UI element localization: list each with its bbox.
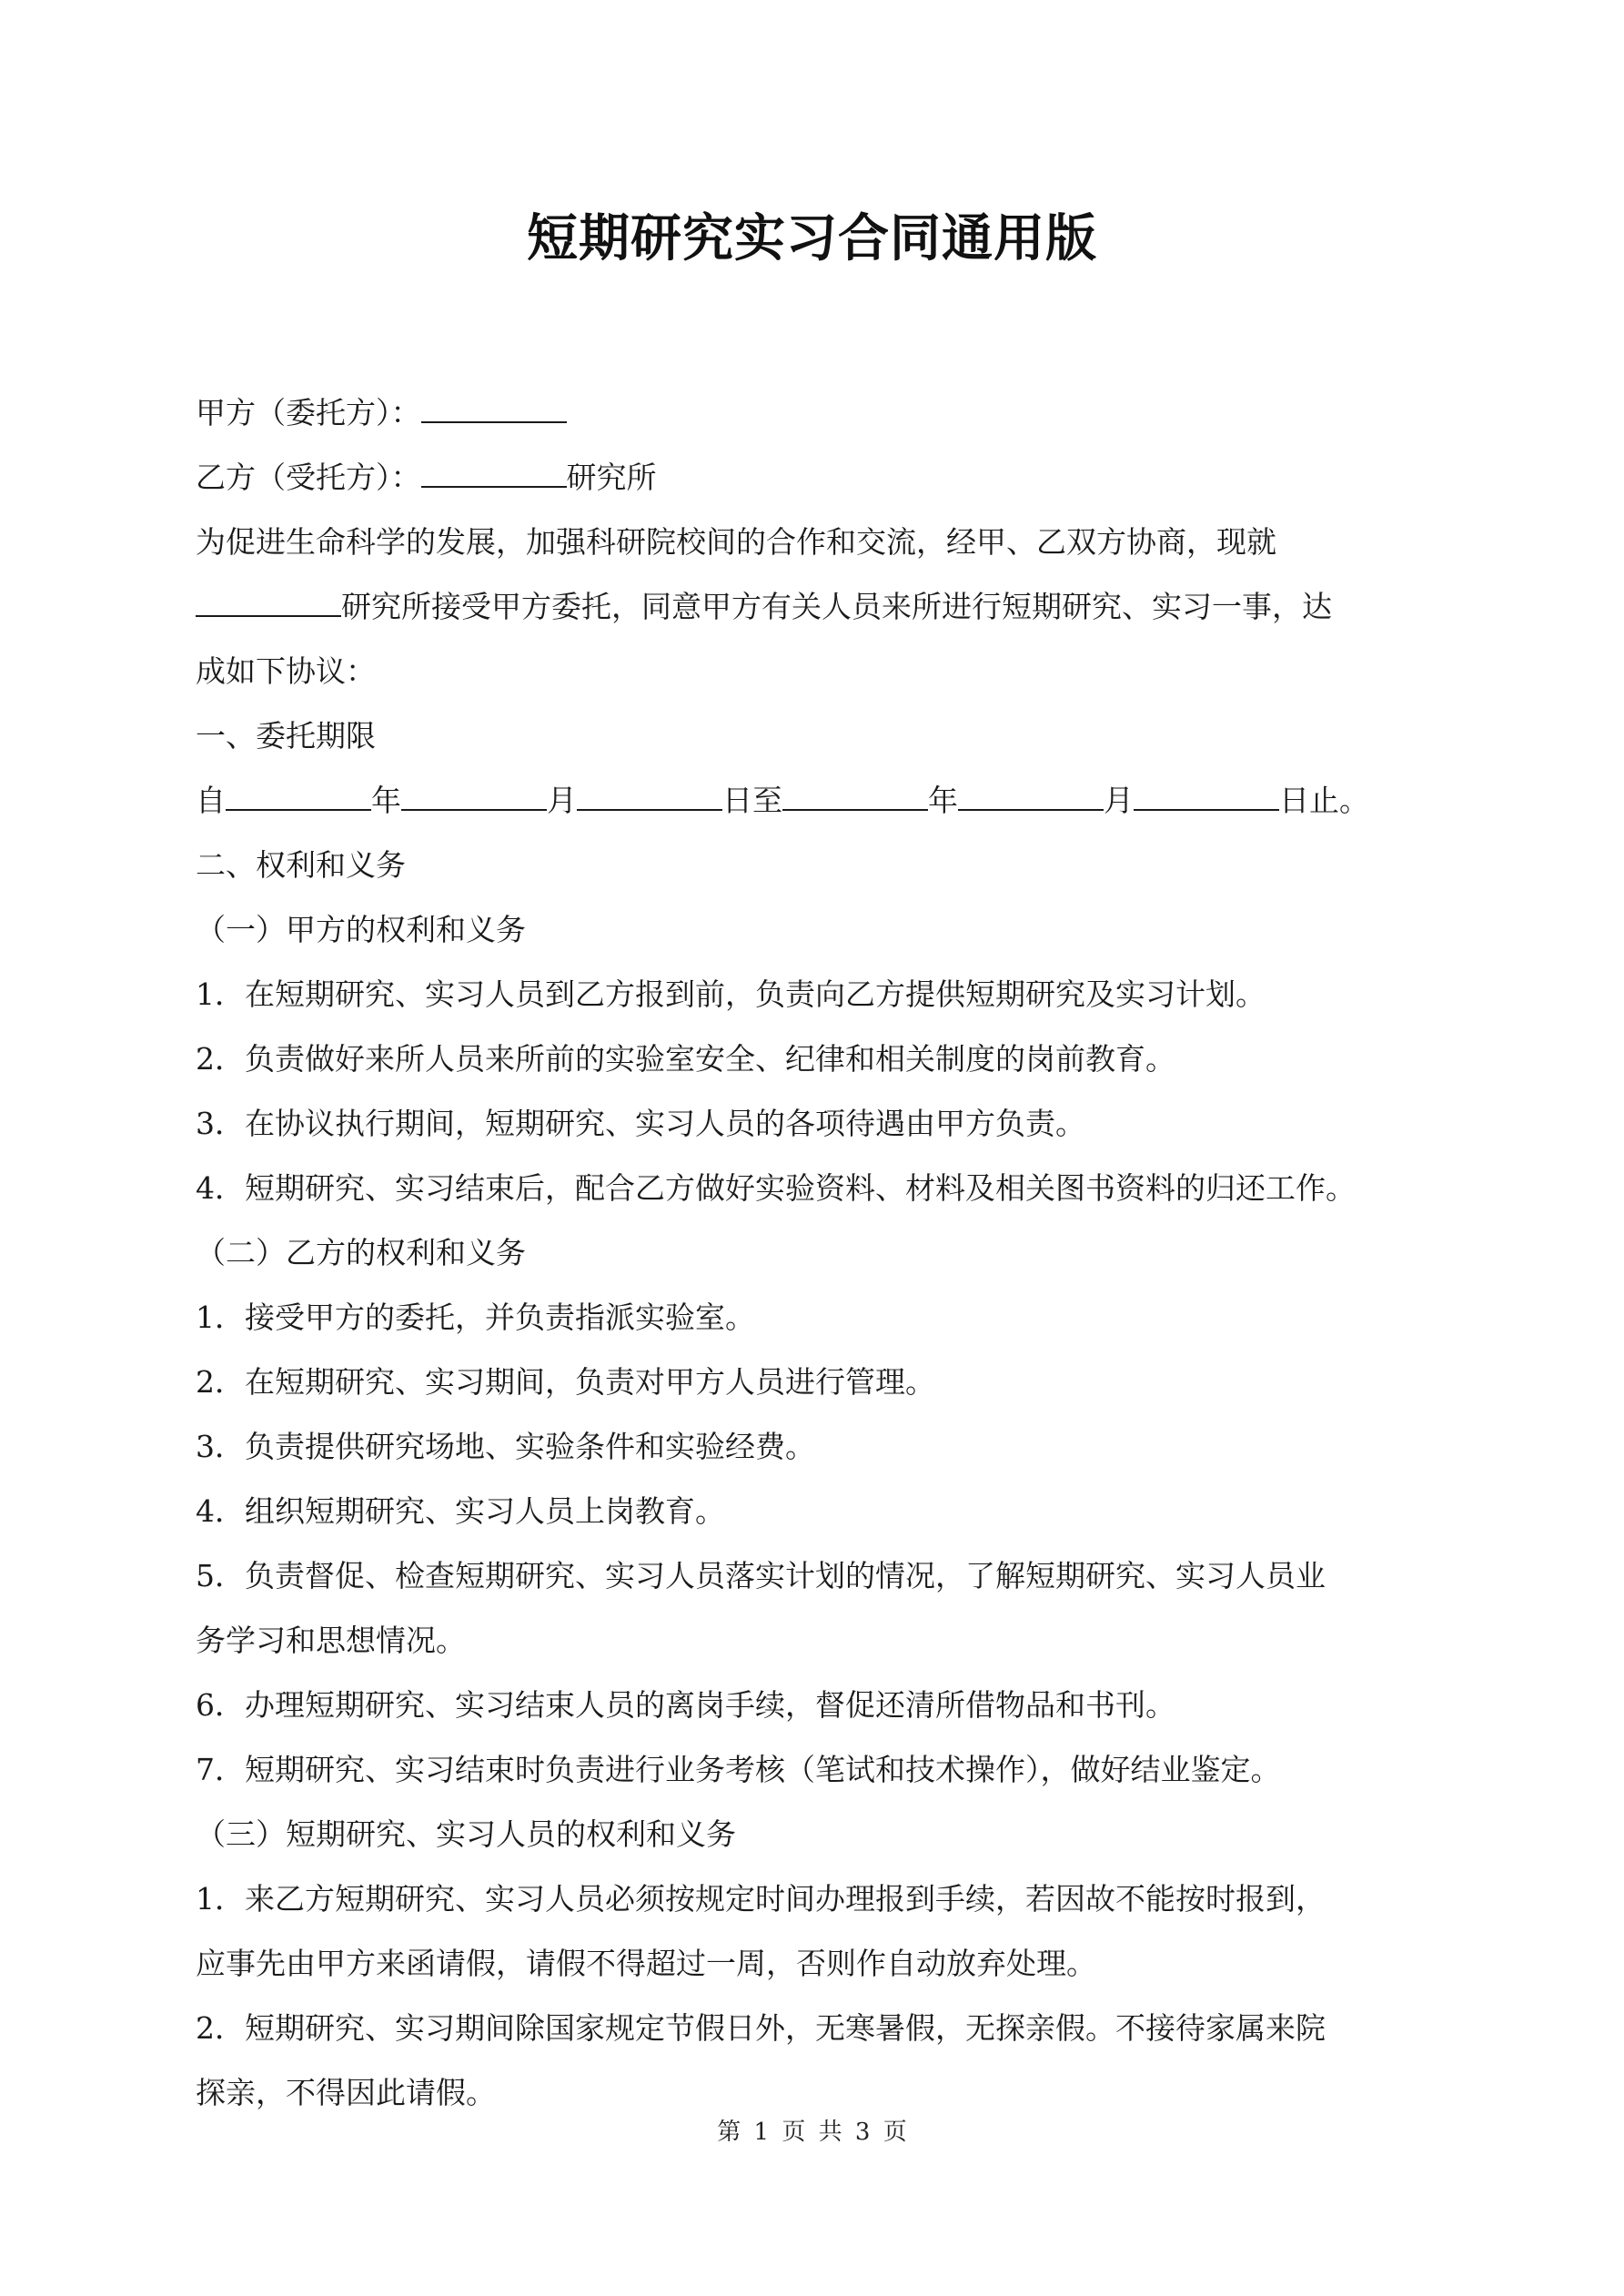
list-item: 1．在短期研究、实习人员到乙方报到前，负责向乙方提供短期研究及实习计划。 xyxy=(196,976,1266,1012)
subsection-heading-c: （三）短期研究、实习人员的权利和义务 xyxy=(196,1816,736,1852)
list-item: 3．在协议执行期间，短期研究、实习人员的各项待遇由甲方负责。 xyxy=(196,1106,1085,1141)
list-item: 4．短期研究、实习结束后，配合乙方做好实验资料、材料及相关图书资料的归还工作。 xyxy=(196,1170,1356,1206)
list-item: 5．负责督促、检查短期研究、实习人员落实计划的情况，了解短期研究、实习人员业 xyxy=(196,1558,1326,1593)
period-year-label-2: 年 xyxy=(928,783,958,818)
list-item: 1．接受甲方的委托，并负责指派实验室。 xyxy=(196,1300,755,1335)
list-item-continuation: 务学习和思想情况。 xyxy=(196,1623,466,1658)
party-a-blank xyxy=(421,390,567,423)
period-from: 自 xyxy=(196,783,226,818)
list-item: 2．负责做好来所人员来所前的实验室安全、纪律和相关制度的岗前教育。 xyxy=(196,1041,1175,1077)
party-b-line xyxy=(196,445,1442,510)
page-number: 第 1 页 共 3 页 xyxy=(717,2119,907,2146)
start-year-blank xyxy=(226,778,371,811)
institute-blank xyxy=(196,584,341,617)
list-item: 1．来乙方短期研究、实习人员必须按规定时间办理报到手续，若因故不能按时报到， xyxy=(196,1881,1326,1917)
party-b-blank xyxy=(421,455,567,488)
section-heading-2: 二、权利和义务 xyxy=(196,847,406,883)
list-item: 4．组织短期研究、实习人员上岗教育。 xyxy=(196,1493,725,1529)
intro-line-2-text: 研究所接受甲方委托，同意甲方有关人员来所进行短期研究、实习一事，达 xyxy=(341,589,1332,624)
document-title: 短期研究实习合同通用版 xyxy=(527,208,1097,268)
period-year-label: 年 xyxy=(371,783,401,818)
list-item-continuation: 探亲，不得因此请假。 xyxy=(196,2075,496,2110)
section-heading-1: 一、委托期限 xyxy=(196,718,376,754)
list-item: 3．负责提供研究场地、实验条件和实验经费。 xyxy=(196,1429,815,1464)
end-day-blank xyxy=(1134,778,1279,811)
list-item: 2．短期研究、实习期间除国家规定节假日外，无寒暑假，无探亲假。不接待家属来院 xyxy=(196,2010,1326,2046)
list-item: 7．短期研究、实习结束时负责进行业务考核（笔试和技术操作），做好结业鉴定。 xyxy=(196,1752,1281,1787)
party-b-suffix: 研究所 xyxy=(566,460,657,495)
list-item-continuation: 应事先由甲方来函请假，请假不得超过一周，否则作自动放弃处理。 xyxy=(196,1946,1096,1981)
intro-line-1: 为促进生命科学的发展，加强科研院校间的合作和交流，经甲、乙双方协商，现就 xyxy=(196,524,1276,560)
period-line xyxy=(196,768,1442,833)
subsection-heading-b: （二）乙方的权利和义务 xyxy=(196,1235,526,1270)
list-item: 6．办理短期研究、实习结束人员的离岗手续，督促还清所借物品和书刊。 xyxy=(196,1687,1175,1723)
period-day-end: 日止。 xyxy=(1279,783,1369,818)
subsection-heading-a: （一）甲方的权利和义务 xyxy=(196,912,526,947)
document-body xyxy=(196,380,1442,2125)
period-day-to: 日至 xyxy=(722,783,782,818)
intro-line-2 xyxy=(196,574,1442,639)
intro-line-3: 成如下协议： xyxy=(196,653,376,689)
party-b-label: 乙方（受托方）： xyxy=(196,460,421,495)
party-a-line xyxy=(196,380,1442,445)
start-day-blank xyxy=(577,778,722,811)
period-month-label-2: 月 xyxy=(1104,783,1134,818)
start-month-blank xyxy=(401,778,547,811)
list-item: 2．在短期研究、实习期间，负责对甲方人员进行管理。 xyxy=(196,1364,935,1400)
end-year-blank xyxy=(782,778,928,811)
party-a-label: 甲方（委托方）： xyxy=(196,395,421,430)
period-month-label: 月 xyxy=(547,783,577,818)
end-month-blank xyxy=(958,778,1104,811)
